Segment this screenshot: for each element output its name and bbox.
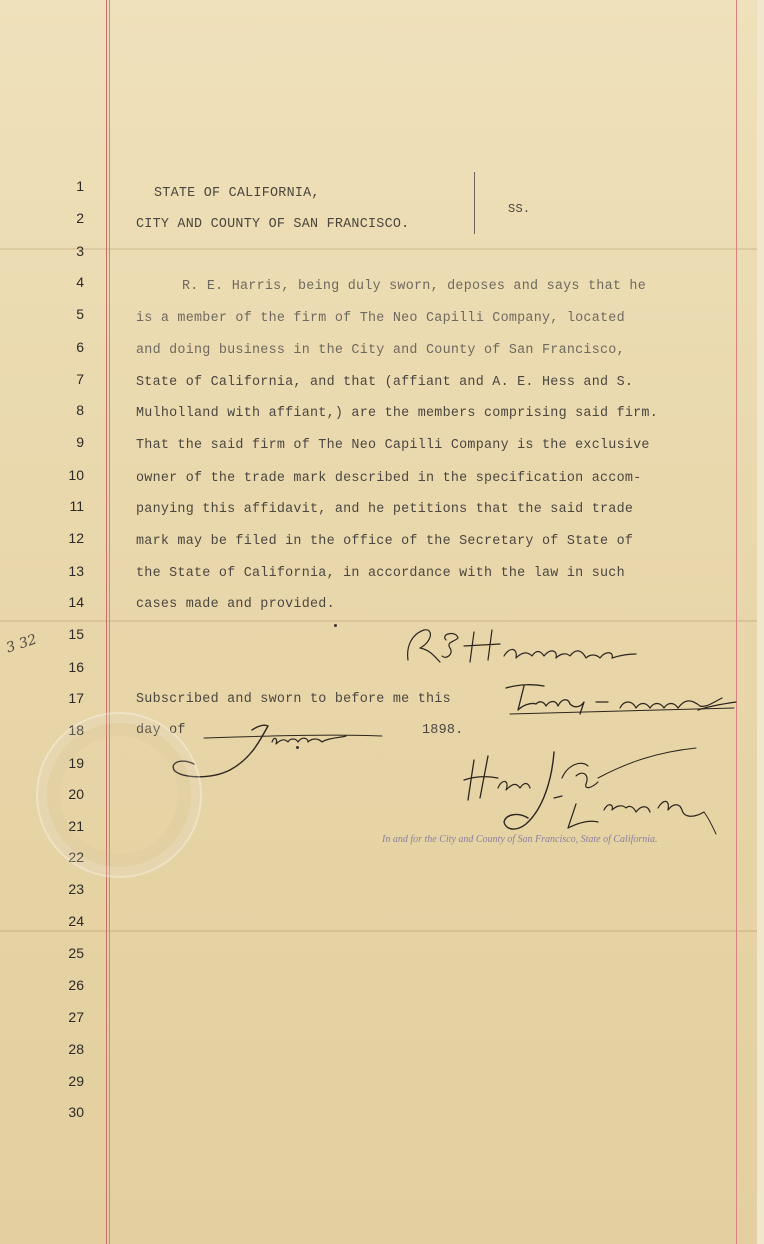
line-number: 3	[76, 243, 84, 259]
margin-rule-left-double	[109, 0, 110, 1244]
line-number: 27	[68, 1009, 84, 1025]
body-line: Mulholland with affiant,) are the members comprising said firm.	[136, 406, 658, 421]
jurat-subscribed: Subscribed and sworn to before me this	[136, 692, 451, 707]
line-number: 12	[68, 530, 84, 546]
line-number: 29	[68, 1073, 84, 1089]
line-number: 7	[76, 371, 84, 387]
ink-dot	[334, 624, 337, 627]
line-number: 13	[68, 563, 84, 579]
body-line: owner of the trade mark described in the specification accom-	[136, 471, 642, 486]
line-number: 5	[76, 306, 84, 322]
line-number: 19	[68, 755, 84, 771]
paper-fold	[0, 930, 764, 932]
line-number: 23	[68, 881, 84, 897]
margin-rule-right	[736, 0, 737, 1244]
line-number: 22	[68, 849, 84, 865]
body-line: the State of California, in accordance with the law in such	[136, 566, 625, 581]
body-line: panying this affidavit, and he petitions that the said trade	[136, 502, 634, 517]
line-number: 1	[76, 178, 84, 194]
jurat-day-of: day of	[136, 723, 186, 738]
jurat-year: 1898.	[422, 723, 464, 738]
body-line: is a member of the firm of The Neo Capilli Company, located	[136, 311, 625, 326]
line-number: 2	[76, 210, 84, 226]
venue-state: STATE OF CALIFORNIA,	[154, 186, 320, 201]
line-number: 16	[68, 659, 84, 675]
line-number: 21	[68, 818, 84, 834]
line-number: 9	[76, 434, 84, 450]
notary-caption: In and for the City and County of San Francisco, State of California.	[382, 834, 658, 845]
venue-county: CITY AND COUNTY OF SAN FRANCISCO.	[136, 217, 410, 232]
affiant-signature	[400, 620, 660, 672]
line-number: 20	[68, 786, 84, 802]
line-number: 25	[68, 945, 84, 961]
notary-signature	[458, 738, 728, 838]
ink-dot	[296, 746, 299, 749]
body-line: R. E. Harris, being duly sworn, deposes and says that he	[182, 279, 646, 294]
line-number: 18	[68, 722, 84, 738]
notary-seal	[36, 712, 202, 878]
paper-edge	[757, 0, 764, 1244]
line-number: 6	[76, 339, 84, 355]
line-number: 4	[76, 274, 84, 290]
paper-fold	[0, 248, 764, 250]
line-number: 24	[68, 913, 84, 929]
line-number: 30	[68, 1104, 84, 1120]
jurat-day-handwritten	[500, 678, 740, 718]
body-line: cases made and provided.	[136, 597, 335, 612]
body-line: State of California, and that (affiant and A. E. Hess and S.	[136, 375, 634, 390]
line-number: 8	[76, 402, 84, 418]
margin-rule-left	[106, 0, 107, 1244]
line-number: 11	[69, 498, 84, 514]
line-number: 28	[68, 1041, 84, 1057]
venue-brace	[474, 172, 475, 234]
body-line: and doing business in the City and County of San Francisco,	[136, 343, 625, 358]
line-number: 26	[68, 977, 84, 993]
line-number: 17	[68, 690, 84, 706]
body-line: mark may be filed in the office of the Secretary of State of	[136, 534, 634, 549]
body-line: That the said firm of The Neo Capilli Company is the exclusive	[136, 438, 650, 453]
margin-note: 3 32	[4, 631, 39, 657]
line-number: 10	[68, 467, 84, 483]
line-number: 15	[68, 626, 84, 642]
venue-ss: SS.	[508, 202, 531, 216]
line-number: 14	[68, 594, 84, 610]
